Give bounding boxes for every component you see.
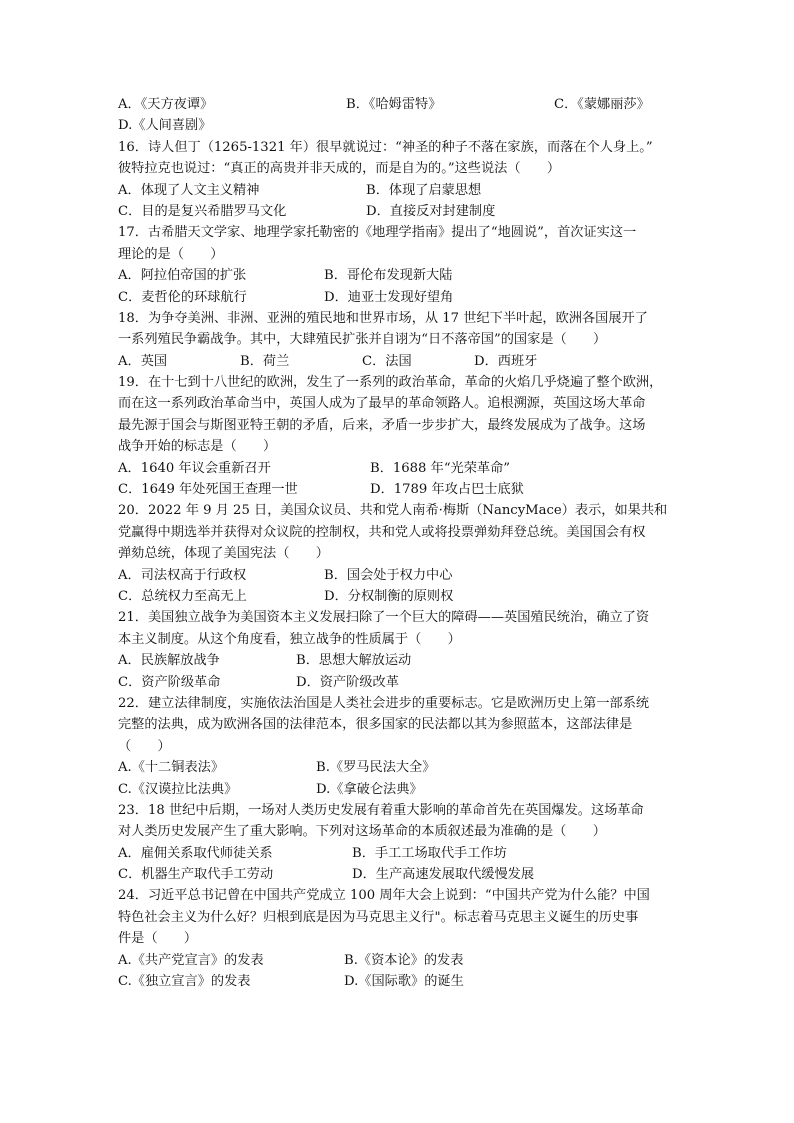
exam-page <box>118 94 678 992</box>
q20-options-row <box>118 586 678 607</box>
q17-option-d: D．迪亚士发现好望角 <box>324 289 454 305</box>
question-22 <box>118 693 678 800</box>
q20-option-a: A．司法权高于行政权 <box>118 567 247 583</box>
q15-options-row2 <box>118 115 678 136</box>
q24-option-b: B.《资本论》的发表 <box>344 952 464 968</box>
q18-option-b: B．荷兰 <box>240 353 290 369</box>
q22-option-a: A.《十二铜表法》 <box>118 760 225 776</box>
q19-stem-line: 19．在十七到十八世纪的欧洲，发生了一系列的政治革命，革命的火焰几乎烧遍了整个欧洲， <box>118 375 663 391</box>
q17-stem-line: 17．古希腊天文学家、地理学家托勒密的《地理学指南》提出了“地圆说”，首次证实这一 <box>118 225 637 241</box>
question-21 <box>118 607 678 693</box>
q24-option-d: D.《国际歌》的诞生 <box>344 974 464 990</box>
q23-stem-line: 对人类历史发展产生了重大影响。下列对这场革命的本质叙述最为准确的是（ ） <box>118 824 606 840</box>
q21-option-c: C．资产阶级革命 <box>118 674 221 690</box>
q15-option-d: D.《人间喜剧》 <box>118 118 212 134</box>
q22-option-d: D.《拿破仑法典》 <box>316 781 423 797</box>
q24-stem-line: 特色社会主义为什么好？归根到底是因为马克思主义行"。标志着马克思主义诞生的历史事 <box>118 909 639 925</box>
question-16 <box>118 137 678 223</box>
q24-stem-line: 24．习近平总书记曾在中国共产党成立 100 周年大会上说到：“中国共产党为什么能？中国 <box>118 888 650 904</box>
q18-option-d: D．西班牙 <box>474 353 538 369</box>
q24-options-row <box>118 971 678 992</box>
q17-option-b: B．哥伦布发现新大陆 <box>324 268 453 284</box>
q16-option-c: C．目的是复兴希腊罗马文化 <box>118 203 287 219</box>
q20-stem-line: 弹劾总统，体现了美国宪法（ ） <box>118 546 329 562</box>
q17-stem-line: 理论的是（ ） <box>118 246 224 262</box>
q18-option-c: C．法国 <box>362 353 412 369</box>
q23-option-d: D．生产高速发展取代缓慢发展 <box>352 867 535 883</box>
q21-options-row <box>118 650 678 671</box>
q19-options-row <box>118 479 678 500</box>
q24-options-row <box>118 950 678 971</box>
question-18 <box>118 308 678 372</box>
q20-options-row <box>118 565 678 586</box>
q20-option-b: B．国会处于权力中心 <box>324 567 453 583</box>
q16-options-row <box>118 180 678 201</box>
q15-option-b: B．《哈姆雷特》 <box>346 97 442 112</box>
q19-option-b: B．1688 年“光荣革命” <box>370 460 511 476</box>
q21-options-row <box>118 672 678 693</box>
q23-options-row <box>118 864 678 885</box>
q18-stem-line: 18．为争夺美洲、非洲、亚洲的殖民地和世界市场，从 17 世纪下半叶起，欧洲各国展开了 <box>118 310 648 326</box>
q21-stem-line: 本主义制度。从这个角度看，独立战争的性质属于（ ） <box>118 631 461 647</box>
q23-option-a: A．雇佣关系取代师徒关系 <box>118 845 273 861</box>
q19-stem-line: 而在这一系列政治革命当中，英国人成为了最早的革命领路人。追根溯源，英国这场大革命 <box>118 396 646 412</box>
q20-stem-line: 党赢得中期选举并获得对众议院的控制权，共和党人或将投票弹劾拜登总统。美国国会有权 <box>118 524 646 540</box>
q18-options-row <box>118 351 678 372</box>
q22-stem-line: 22．建立法律制度，实施依法治国是人类社会进步的重要标志。它是欧洲历史上第一部系统 <box>118 695 650 711</box>
q16-options-row <box>118 201 678 222</box>
q17-options-row <box>118 265 678 286</box>
q21-option-b: B．思想大解放运动 <box>296 653 412 669</box>
q16-stem-line: 16．诗人但丁（1265-1321 年）很早就说过：“神圣的种子不落在家族，而落在个人身上。” <box>118 139 653 155</box>
q16-option-a: A．体现了人文主义精神 <box>118 182 260 198</box>
q15-option-c: C．《蒙娜丽莎》 <box>554 97 650 112</box>
q16-option-b: B．体现了启蒙思想 <box>366 182 482 198</box>
q24-stem-line: 件是（ ） <box>118 931 198 947</box>
q22-options-row <box>118 779 678 800</box>
q22-option-c: C.《汉谟拉比法典》 <box>118 781 238 797</box>
q24-option-c: C.《独立宣言》的发表 <box>118 974 251 990</box>
q22-options-row <box>118 757 678 778</box>
q23-options-row <box>118 843 678 864</box>
q23-option-b: B．手工工场取代手工作坊 <box>352 845 507 861</box>
q20-option-c: C．总统权力至高无上 <box>118 588 247 604</box>
question-17 <box>118 222 678 308</box>
q22-stem-line: （ ） <box>118 738 171 754</box>
q16-option-d: D．直接反对封建制度 <box>366 203 496 219</box>
q21-option-a: A．民族解放战争 <box>118 653 220 669</box>
q19-option-a: A．1640 年议会重新召开 <box>118 460 271 476</box>
q17-option-c: C．麦哲伦的环球航行 <box>118 289 247 305</box>
q15-option-a: A．《天方夜谭》 <box>118 97 214 112</box>
q19-stem-line: 最先源于国会与斯图亚特王朝的矛盾，后来，矛盾一步步扩大，最终发展成为了战争。这场 <box>118 417 646 433</box>
q20-stem-line: 20．2022 年 9 月 25 日，美国众议员、共和党人南希·梅斯（NancyMace）表示，如果共和 <box>118 503 668 519</box>
q19-stem-line: 战争开始的标志是（ ） <box>118 439 277 455</box>
q17-option-a: A．阿拉伯帝国的扩张 <box>118 268 247 284</box>
q22-stem-line: 完整的法典，成为欧洲各国的法律范本，很多国家的民法都以其为参照蓝本，这部法律是 <box>118 717 633 733</box>
q18-stem-line: 一系列殖民争霸战争。其中，大肆殖民扩张并自诩为“日不落帝国”的国家是（ ） <box>118 332 607 348</box>
q24-option-a: A.《共产党宣言》的发表 <box>118 952 264 968</box>
question-23 <box>118 800 678 886</box>
q23-option-c: C．机器生产取代手工劳动 <box>118 867 274 883</box>
q18-option-a: A．英国 <box>118 353 168 369</box>
question-20 <box>118 500 678 607</box>
q22-option-b: B.《罗马民法大全》 <box>316 760 436 776</box>
q19-option-d: D．1789 年攻占巴士底狱 <box>370 482 524 498</box>
q15-options-row1 <box>118 94 678 115</box>
q16-stem-line: 彼特拉克也说过：“真正的高贵并非天成的，而是自为的。”这些说法（ ） <box>118 161 561 177</box>
q21-option-d: D．资产阶级改革 <box>296 674 399 690</box>
question-19 <box>118 372 678 500</box>
q20-option-d: D．分权制衡的原则权 <box>324 588 454 604</box>
q17-options-row <box>118 287 678 308</box>
q21-stem-line: 21．美国独立战争为美国资本主义发展扫除了一个巨大的障碍——英国殖民统治，确立了资 <box>118 610 650 626</box>
q19-options-row <box>118 458 678 479</box>
question-24 <box>118 885 678 992</box>
q23-stem-line: 23．18 世纪中后期，一场对人类历史发展有着重大影响的革命首先在英国爆发。这场革命 <box>118 802 644 818</box>
q19-option-c: C．1649 年处死国王查理一世 <box>118 482 298 498</box>
